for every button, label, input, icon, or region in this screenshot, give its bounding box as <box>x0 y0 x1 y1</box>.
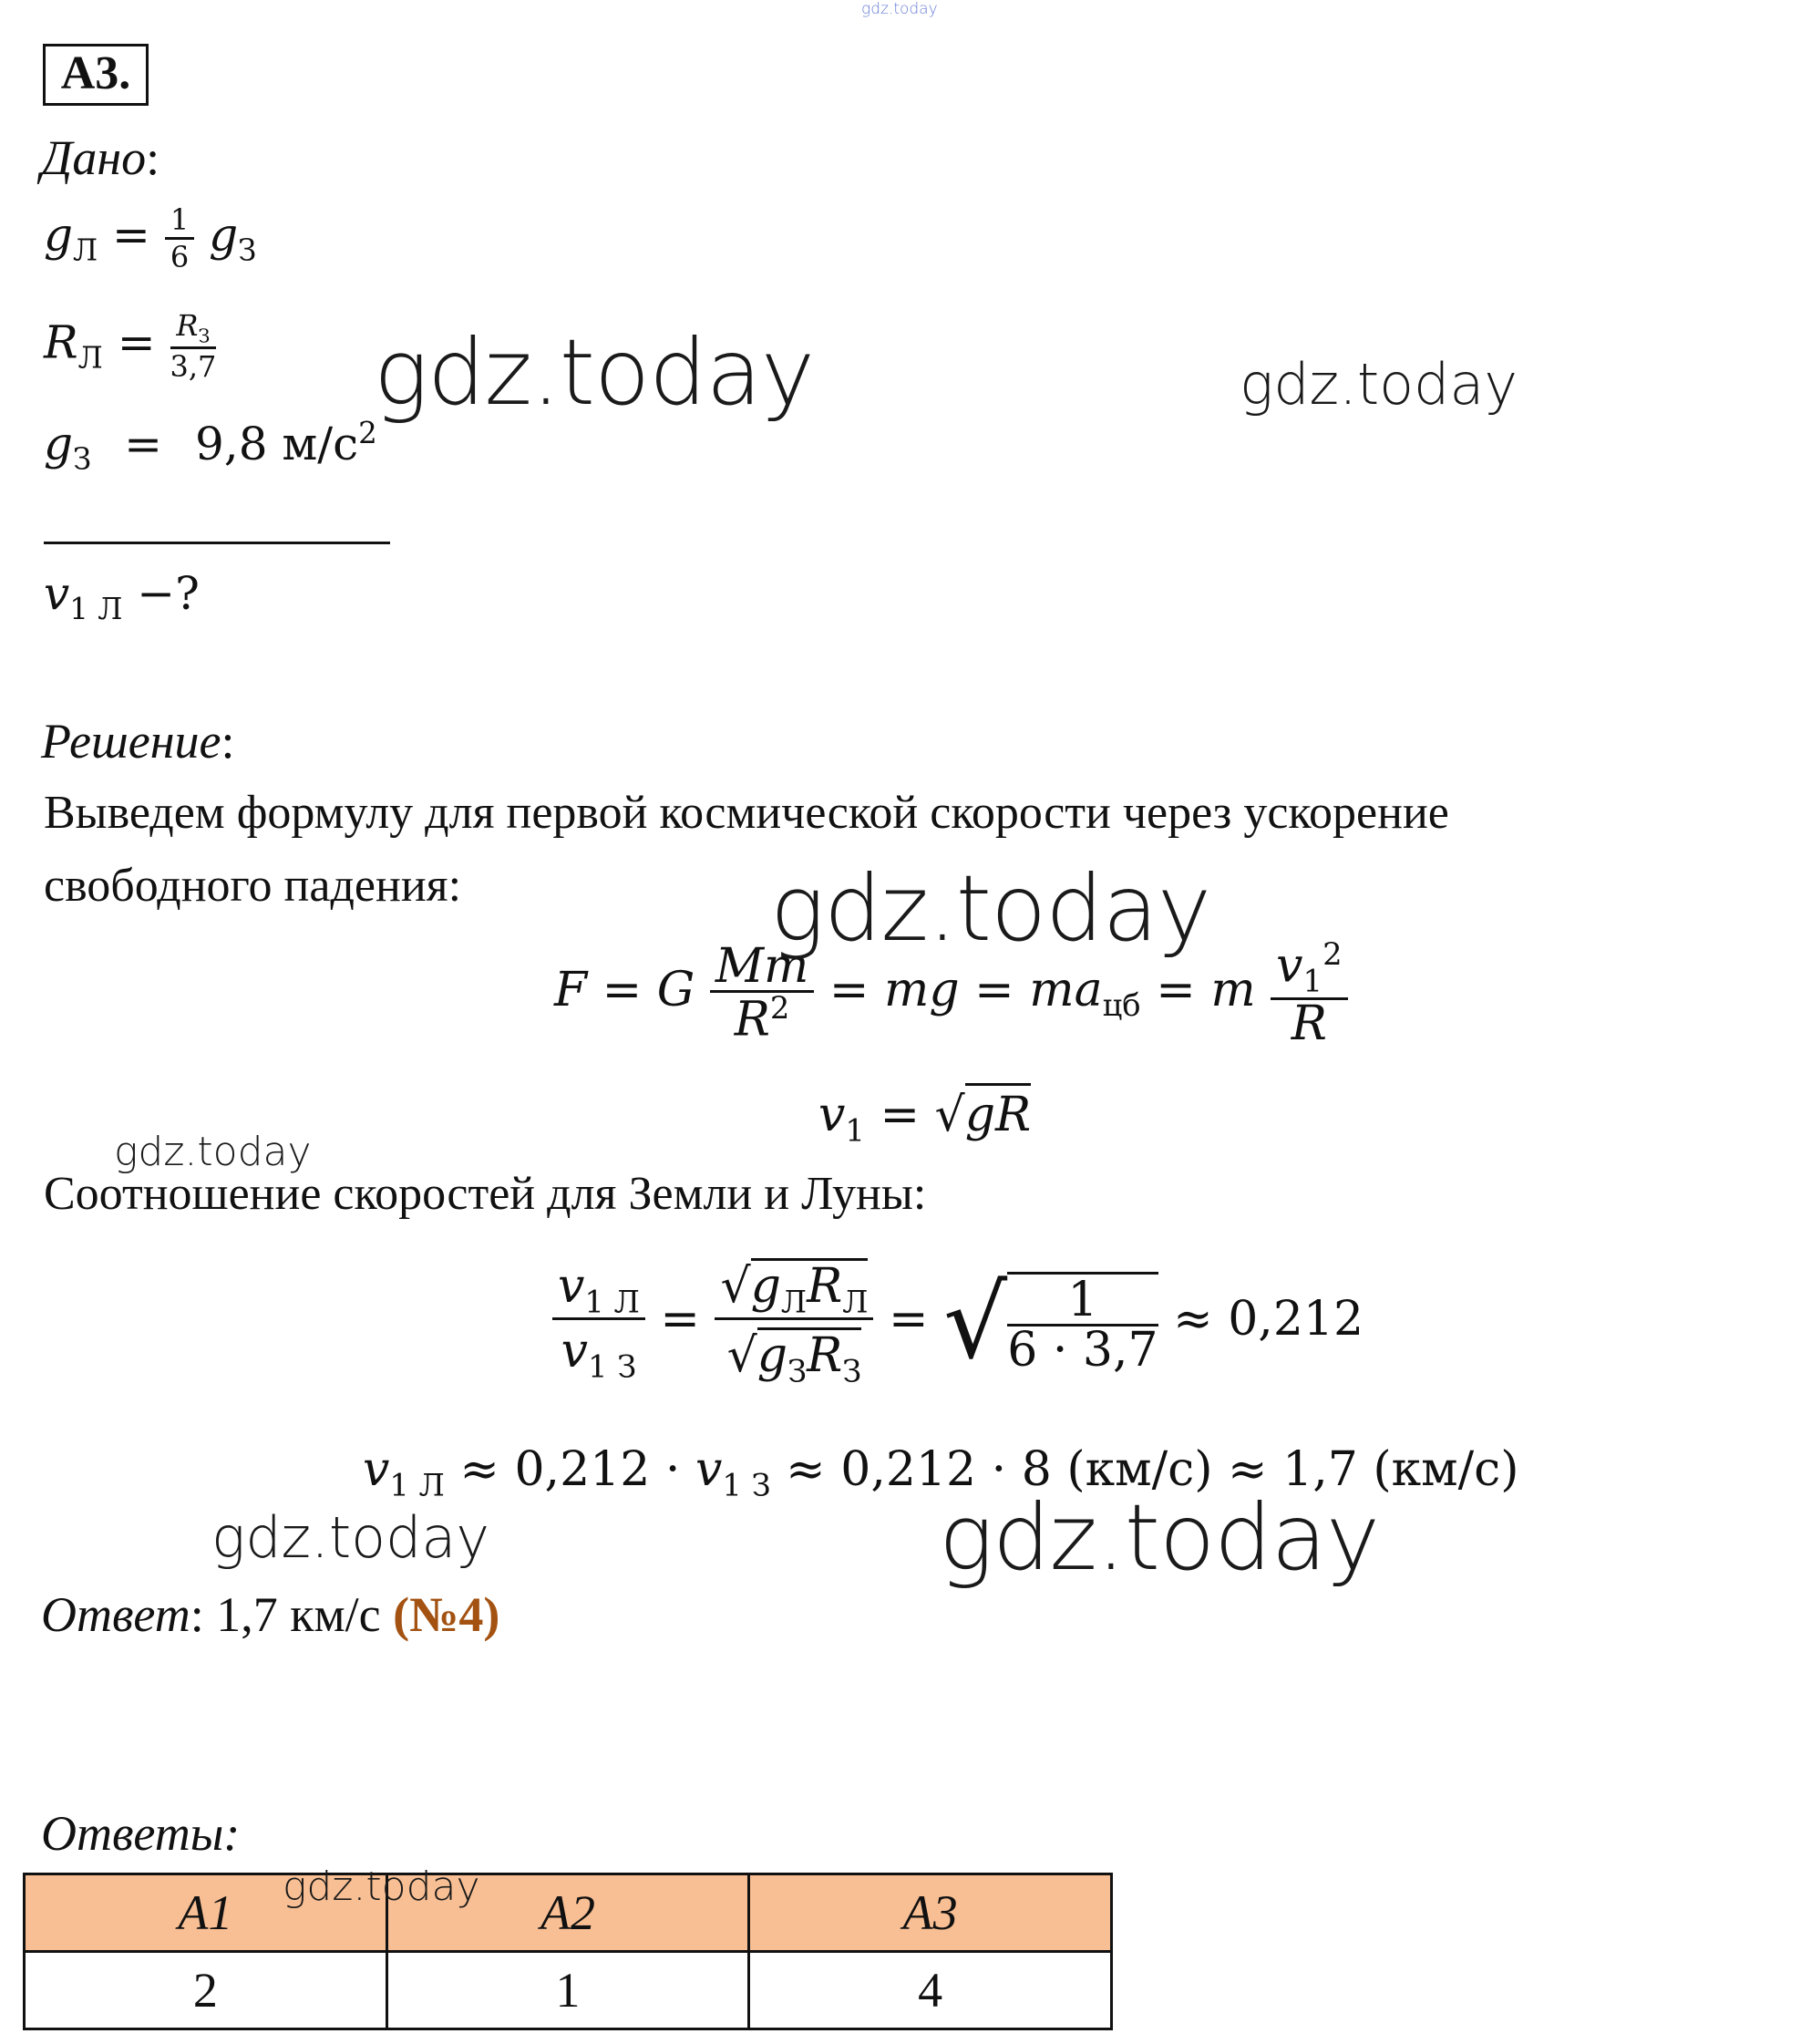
answer-line: Ответ: 1,7 км/с (№4) <box>41 1587 500 1642</box>
answers-heading: Ответы: <box>41 1806 241 1861</box>
given-heading: Дано: <box>41 130 160 185</box>
watermark-6: gdz.today <box>939 1484 1380 1591</box>
given-divider <box>44 542 390 544</box>
solution-text-2: свободного падения: <box>44 860 462 912</box>
solution-text-1: Выведем формулу для первой космической скорости через ускорение <box>44 787 1449 839</box>
answers-value-a3: 4 <box>749 1952 1112 2029</box>
answers-value-a1: 2 <box>25 1952 387 2029</box>
answers-value-row <box>25 1952 1112 2029</box>
given-line-1: $g_Л$ = $\frac{1}{6}$ $g_З$ <box>44 202 257 274</box>
watermark-5: gdz.today <box>211 1504 490 1571</box>
solution-text-3: Соотношение скоростей для Земли и Луны: <box>44 1168 927 1220</box>
given-line-2: $R_Л$ = $\frac{R_З}{3,7}$ <box>44 308 217 385</box>
answers-header-row <box>25 1874 1112 1952</box>
answers-header-a2: A2 <box>386 1874 749 1952</box>
solution-heading: Решение: <box>41 714 235 769</box>
answers-table <box>23 1873 1113 2030</box>
watermark-2: gdz.today <box>1240 351 1518 418</box>
watermark-1: gdz.today <box>374 319 815 426</box>
find-line: $v_{1 Л}$ −? <box>44 567 200 626</box>
formula-forces: F = G $\frac{Mm}{R^2}$ = mg = $ma_{цб} = m$ $\frac{v_1^2}{R}$ <box>554 939 1348 1048</box>
watermark-7: gdz.today <box>283 1863 480 1910</box>
task-label: А3. <box>43 44 149 106</box>
formula-ratio: $\frac{v_{1 Л}}{v_{1 З}}$ = $\frac{√g_ЛR_Л}{√g_ЗR_З}$ = √ $\frac{1}{6 \cdot 3,7}$ ≈ 0,212 <box>552 1258 1364 1387</box>
given-line-3: $g_З = 9,8$ $м/с^2$ <box>44 416 377 477</box>
formula-result: $v_{1 Л} \approx 0,212 \cdot v_{1 З} \approx 0,212 \cdot 8$ (км/с) ≈ 1,7 (км/с) <box>363 1442 1519 1503</box>
answers-header-a1: A1 <box>25 1874 387 1952</box>
watermark-4: gdz.today <box>114 1129 312 1175</box>
watermark-top: gdz.today <box>861 0 938 18</box>
answers-header-a3: A3 <box>749 1874 1112 1952</box>
answers-value-a2: 1 <box>386 1952 749 2029</box>
formula-v1: $v_1 = √gR$ <box>818 1083 1031 1148</box>
watermark-3: gdz.today <box>770 855 1211 962</box>
